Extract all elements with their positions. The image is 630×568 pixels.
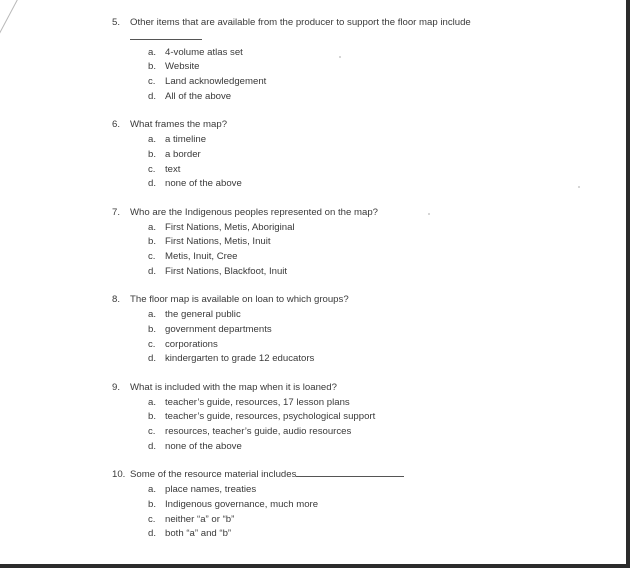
scan-speck [578, 186, 580, 188]
options-list [112, 133, 572, 192]
option-c [148, 163, 572, 178]
question-text: What is included with the map when it is loaned? [130, 381, 337, 393]
option-b [148, 323, 572, 338]
options-list [112, 396, 572, 455]
answer-blank [296, 468, 404, 477]
option-letter: b. [148, 61, 157, 73]
question-number: 7. [112, 206, 121, 218]
option-d [148, 265, 572, 280]
option-letter: c. [148, 426, 156, 438]
option-text: Indigenous governance, much more [165, 498, 319, 510]
options-list [112, 221, 572, 280]
question-number: 6. [112, 119, 121, 131]
option-text: First Nations, Metis, Aboriginal [165, 221, 295, 233]
option-text: First Nations, Metis, Inuit [165, 236, 271, 248]
option-text: teacher’s guide, resources, 17 lesson plans [165, 396, 350, 408]
options-list [112, 46, 572, 105]
question-number: 9. [112, 381, 121, 393]
option-text: 4-volume atlas set [165, 46, 243, 58]
option-letter: c. [148, 513, 156, 525]
option-text: a timeline [165, 134, 207, 146]
page-edge-line [0, 0, 23, 35]
option-letter: c. [148, 163, 156, 175]
option-text: corporations [165, 338, 218, 350]
option-letter: d. [148, 90, 157, 102]
option-letter: a. [148, 396, 157, 408]
option-letter: c. [148, 76, 156, 88]
option-text: Metis, Inuit, Cree [165, 251, 238, 263]
quiz-sheet [112, 16, 572, 556]
option-a [148, 308, 572, 323]
option-b [148, 410, 572, 425]
option-letter: d. [148, 353, 157, 365]
option-b [148, 235, 572, 250]
option-c [148, 425, 572, 440]
question-text: The floor map is available on loan to which groups? [130, 294, 349, 306]
option-a [148, 483, 572, 498]
option-d [148, 440, 572, 455]
option-text: none of the above [165, 440, 242, 452]
question-number: 8. [112, 294, 121, 306]
question-text: Some of the resource material includes [130, 469, 297, 481]
option-d [148, 527, 572, 542]
option-letter: c. [148, 338, 156, 350]
option-letter: d. [148, 528, 157, 540]
option-c [148, 338, 572, 353]
option-c [148, 513, 572, 528]
question-text: Other items that are available from the producer to support the floor map include [130, 17, 471, 28]
option-letter: b. [148, 411, 157, 423]
question-text: Who are the Indigenous peoples represented on the map? [130, 206, 379, 218]
option-letter: a. [148, 134, 157, 146]
option-letter: a. [148, 309, 157, 321]
option-text: none of the above [165, 178, 242, 190]
option-d [148, 90, 572, 105]
options-list [112, 308, 572, 367]
page-border-right [626, 0, 630, 568]
question-10 [112, 468, 572, 542]
option-letter: a. [148, 221, 157, 233]
question-number: 5. [112, 17, 121, 28]
option-text: Website [165, 61, 200, 73]
page-border-bottom [0, 564, 630, 568]
option-letter: b. [148, 236, 157, 248]
question-number: 10. [112, 469, 126, 481]
option-d [148, 352, 572, 367]
option-a [148, 46, 572, 61]
option-text: First Nations, Blackfoot, Inuit [165, 265, 288, 277]
option-b [148, 148, 572, 163]
option-text: a border [165, 148, 201, 160]
question-8 [112, 293, 572, 367]
option-text: neither “a” or “b” [165, 513, 235, 525]
option-letter: b. [148, 323, 157, 335]
option-letter: b. [148, 148, 157, 160]
options-list [112, 483, 572, 542]
option-letter: a. [148, 484, 157, 496]
question-9 [112, 381, 572, 455]
question-6 [112, 118, 572, 192]
option-letter: b. [148, 498, 157, 510]
option-text: place names, treaties [165, 484, 257, 496]
option-a [148, 133, 572, 148]
question-7 [112, 206, 572, 280]
option-letter: d. [148, 265, 157, 277]
option-d [148, 177, 572, 192]
option-a [148, 221, 572, 236]
option-text: government departments [165, 323, 272, 335]
option-letter: d. [148, 178, 157, 190]
option-text: teacher’s guide, resources, psychological support [165, 411, 376, 423]
option-c [148, 75, 572, 90]
option-text: both “a” and “b” [165, 528, 232, 540]
option-text: Land acknowledgement [165, 76, 267, 88]
question-5 [112, 16, 572, 105]
option-b [148, 498, 572, 513]
option-text: text [165, 163, 181, 175]
option-text: kindergarten to grade 12 educators [165, 353, 315, 365]
question-text: What frames the map? [130, 119, 228, 131]
answer-blank [130, 32, 202, 40]
option-a [148, 396, 572, 411]
option-letter: d. [148, 440, 157, 452]
option-text: resources, teacher’s guide, audio resources [165, 426, 352, 438]
option-letter: c. [148, 251, 156, 263]
option-b [148, 60, 572, 75]
option-text: the general public [165, 309, 241, 321]
option-letter: a. [148, 46, 157, 58]
option-c [148, 250, 572, 265]
option-text: All of the above [165, 90, 232, 102]
